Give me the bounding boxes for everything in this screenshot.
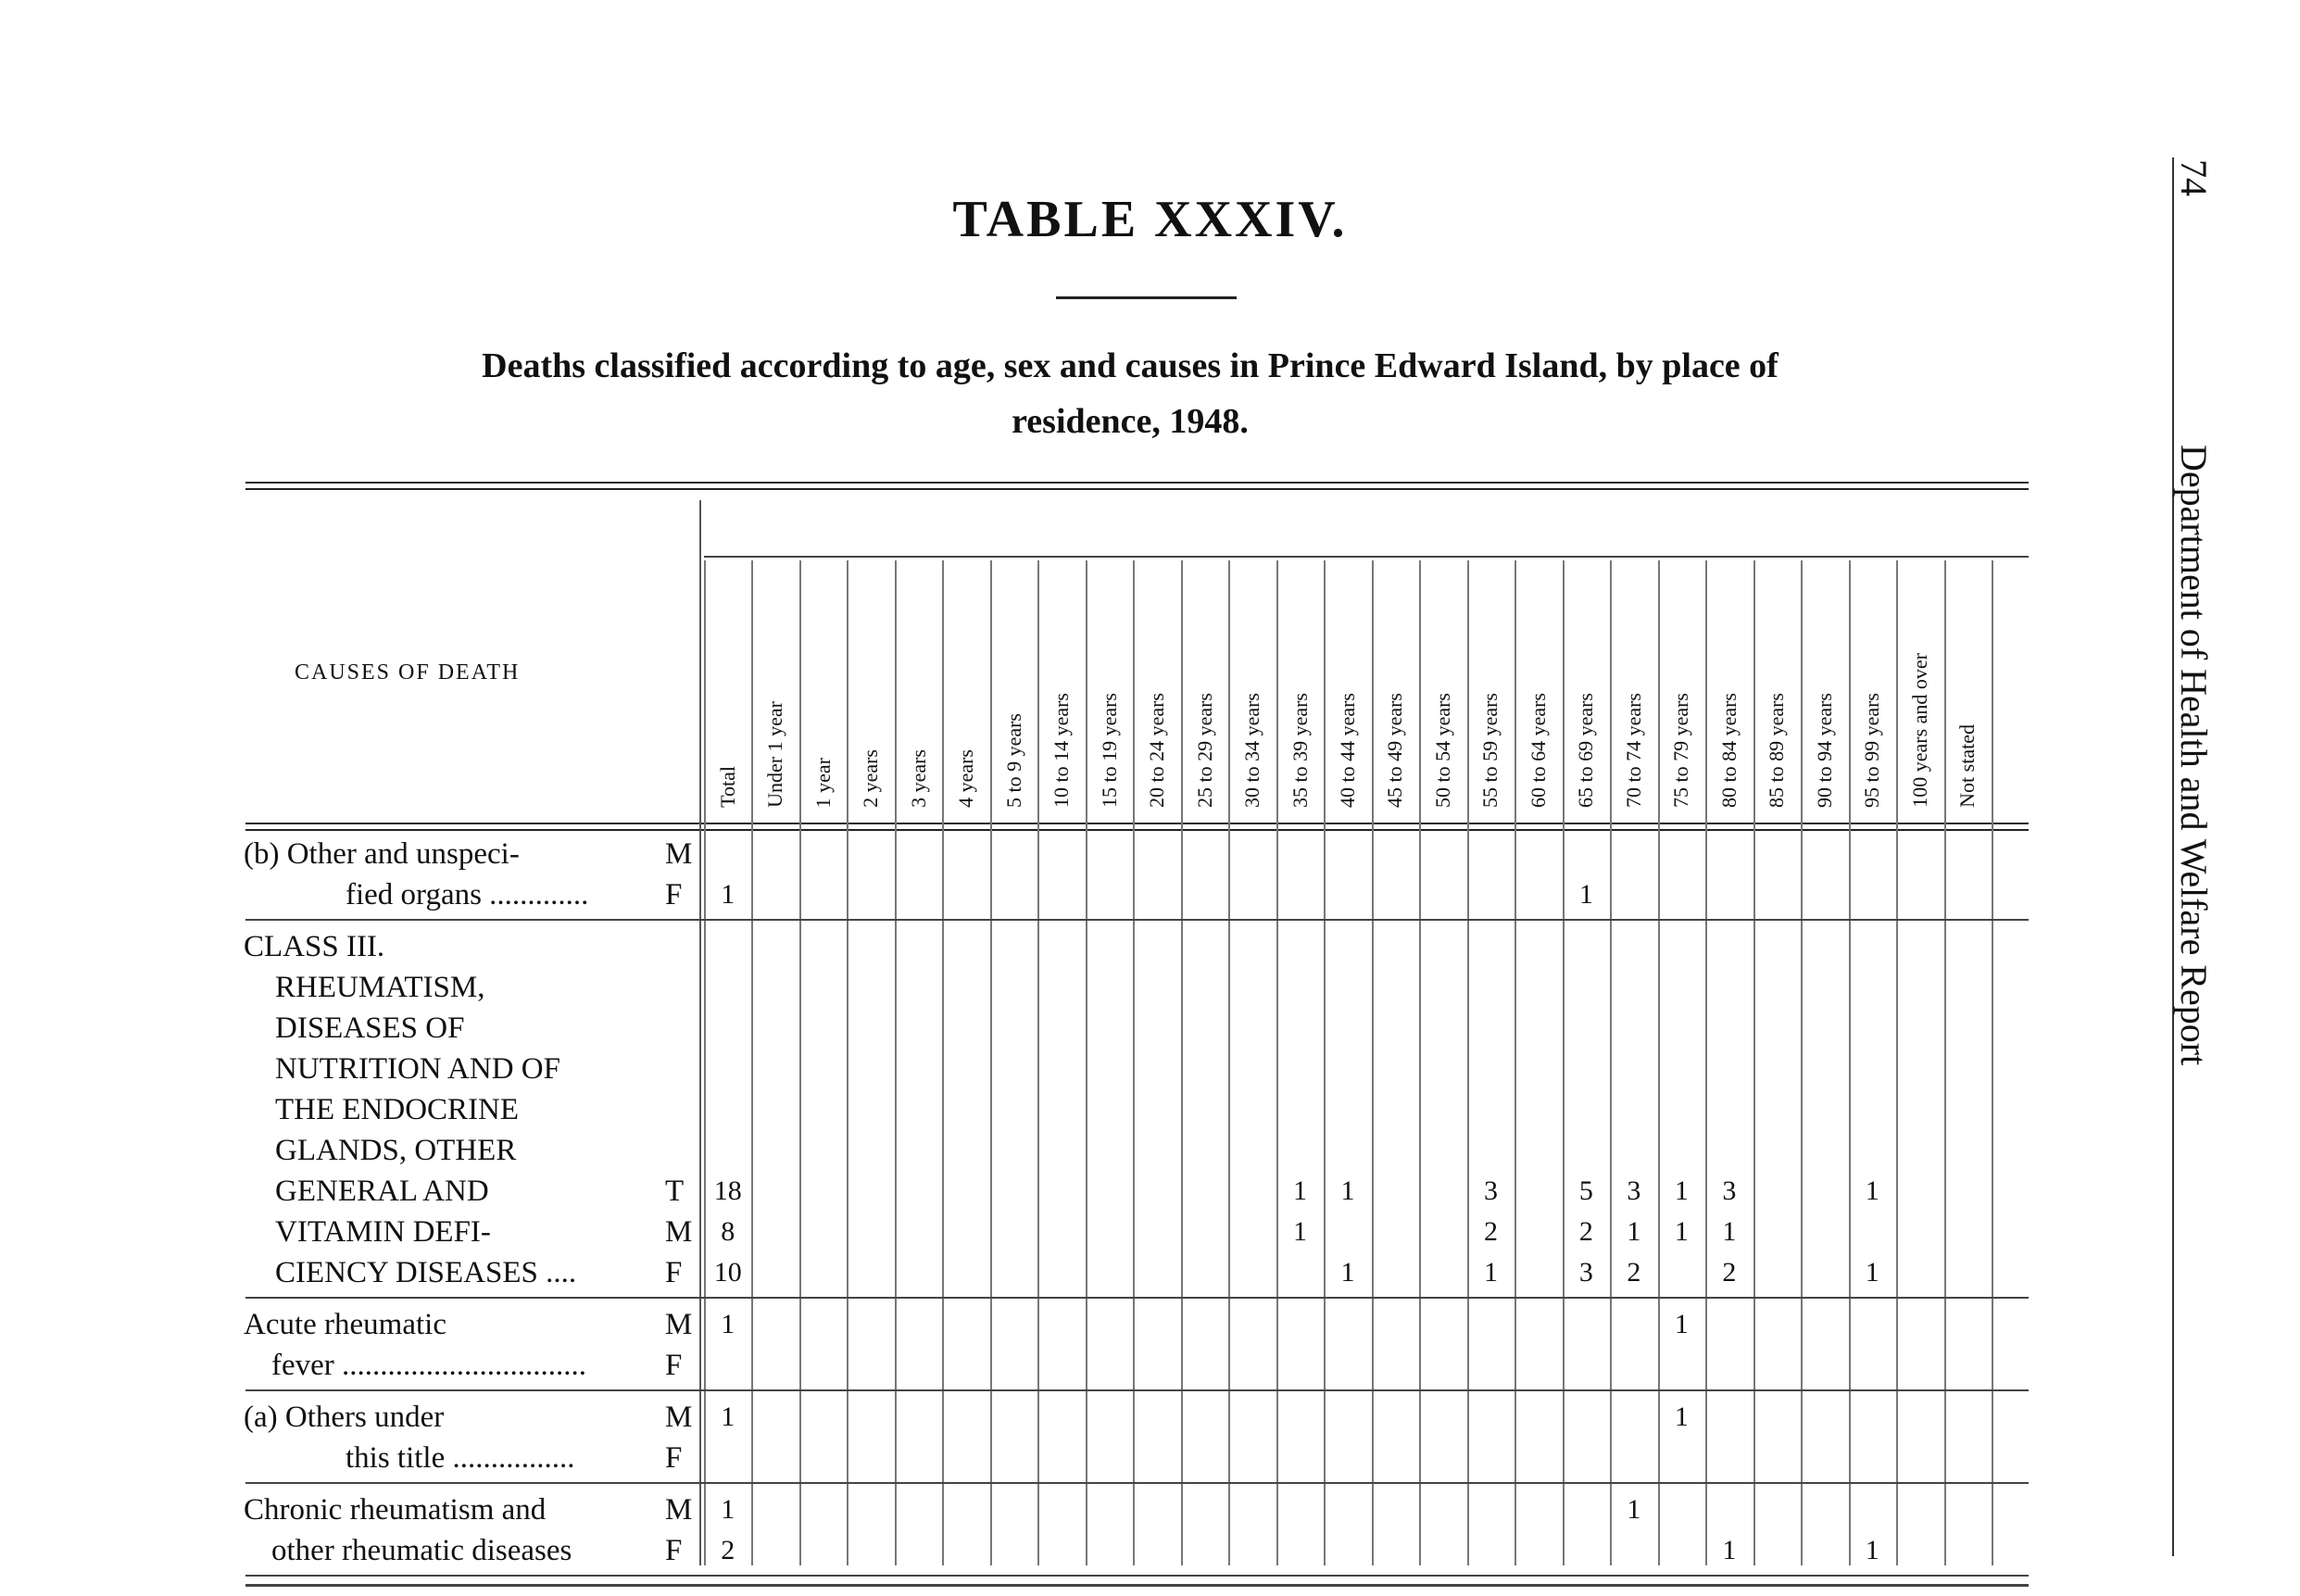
column-divider bbox=[1467, 560, 1469, 1565]
column-header: 70 to 74 years bbox=[1621, 692, 1645, 808]
column-header: 90 to 94 years bbox=[1812, 692, 1836, 808]
column-divider bbox=[1992, 560, 1993, 1565]
cause-column-divider bbox=[699, 500, 701, 1565]
column-divider bbox=[1563, 560, 1565, 1565]
table-cell: 3 bbox=[1722, 1175, 1737, 1206]
column-divider bbox=[1514, 560, 1516, 1565]
cause-label: GENERAL AND bbox=[275, 1175, 489, 1208]
running-header: Department of Health and Welfare Report bbox=[2173, 445, 2215, 1066]
table-cell: 1 bbox=[1578, 879, 1593, 910]
cause-label: THE ENDOCRINE bbox=[275, 1093, 520, 1126]
column-divider bbox=[1944, 560, 1946, 1565]
table-top-rule bbox=[245, 482, 2029, 490]
column-header: 45 to 49 years bbox=[1383, 692, 1407, 808]
group-separator bbox=[245, 1389, 2029, 1391]
column-divider bbox=[1610, 560, 1612, 1565]
table-cell: 3 bbox=[1483, 1175, 1498, 1206]
column-divider bbox=[1849, 560, 1851, 1565]
column-header: 40 to 44 years bbox=[1336, 692, 1359, 808]
column-header: 5 to 9 years bbox=[1001, 712, 1025, 808]
group-separator bbox=[245, 1297, 2029, 1299]
column-header: 60 to 64 years bbox=[1526, 692, 1550, 808]
column-divider bbox=[895, 560, 897, 1565]
column-divider bbox=[1705, 560, 1707, 1565]
table-cell: 1 bbox=[1674, 1216, 1689, 1247]
table-cell: 8 bbox=[721, 1216, 735, 1247]
column-divider bbox=[1228, 560, 1230, 1565]
sex-code: M bbox=[665, 1308, 693, 1341]
column-header: 2 years bbox=[859, 749, 883, 808]
table-cell: 1 bbox=[1293, 1175, 1308, 1206]
cause-label: other rheumatic diseases bbox=[271, 1534, 572, 1567]
column-divider bbox=[1324, 560, 1326, 1565]
table-title: TABLE XXXIV. bbox=[952, 191, 1348, 248]
sex-code: M bbox=[665, 837, 693, 871]
sex-code: T bbox=[665, 1175, 685, 1208]
column-divider bbox=[704, 560, 706, 1565]
sex-code: F bbox=[665, 1349, 683, 1382]
table-cell: 1 bbox=[1340, 1175, 1355, 1206]
column-divider bbox=[847, 560, 848, 1565]
column-divider bbox=[751, 560, 753, 1565]
group-separator bbox=[245, 1482, 2029, 1484]
table-cell: 1 bbox=[721, 1401, 735, 1432]
table-cell: 3 bbox=[1578, 1257, 1593, 1288]
column-divider bbox=[1658, 560, 1660, 1565]
column-header: 4 years bbox=[954, 749, 978, 808]
cause-label: CIENCY DISEASES .... bbox=[275, 1256, 577, 1289]
column-header: Not stated bbox=[1955, 724, 1980, 808]
subtitle-line-1: Deaths classified according to age, sex and causes in Prince Edward Island, by place of bbox=[482, 346, 1778, 385]
cause-label: fied organs ............. bbox=[346, 878, 589, 911]
column-header: 20 to 24 years bbox=[1145, 692, 1169, 808]
cause-label: (b) Other and unspeci- bbox=[244, 837, 520, 871]
group-separator bbox=[245, 1575, 2029, 1577]
column-divider bbox=[1801, 560, 1803, 1565]
column-divider bbox=[1372, 560, 1374, 1565]
table-cell: 1 bbox=[1674, 1175, 1689, 1206]
column-divider bbox=[799, 560, 801, 1565]
column-header: 30 to 34 years bbox=[1240, 692, 1264, 808]
column-header: 50 to 54 years bbox=[1430, 692, 1454, 808]
cause-label: Acute rheumatic bbox=[244, 1308, 446, 1341]
cause-label: RHEUMATISM, bbox=[275, 971, 485, 1004]
cause-label: Chronic rheumatism and bbox=[244, 1493, 547, 1527]
title-rule bbox=[1056, 296, 1237, 299]
column-header: 15 to 19 years bbox=[1097, 692, 1121, 808]
table-cell: 3 bbox=[1627, 1175, 1641, 1206]
sex-code: M bbox=[665, 1401, 693, 1434]
table-cell: 1 bbox=[1865, 1257, 1879, 1288]
column-header: 3 years bbox=[906, 749, 930, 808]
column-divider bbox=[1419, 560, 1421, 1565]
cause-label: VITAMIN DEFI- bbox=[275, 1215, 491, 1249]
column-header: 100 years and over bbox=[1907, 653, 1931, 808]
cause-label: fever ................................ bbox=[271, 1349, 587, 1382]
column-divider bbox=[1037, 560, 1039, 1565]
table-cell: 2 bbox=[1627, 1257, 1641, 1288]
column-header: 1 year bbox=[811, 757, 835, 808]
sex-code: M bbox=[665, 1493, 693, 1527]
table-cell: 2 bbox=[1722, 1257, 1737, 1288]
column-header: 85 to 89 years bbox=[1765, 692, 1789, 808]
column-divider bbox=[1086, 560, 1087, 1565]
cause-label: GLANDS, OTHER bbox=[275, 1134, 517, 1167]
table-cell: 1 bbox=[1340, 1257, 1355, 1288]
cause-label: (a) Others under bbox=[244, 1401, 445, 1434]
cause-label: NUTRITION AND OF bbox=[275, 1052, 560, 1086]
table-cell: 1 bbox=[1627, 1494, 1641, 1525]
table-cell: 1 bbox=[721, 1494, 735, 1525]
table-cell: 2 bbox=[1578, 1216, 1593, 1247]
column-divider bbox=[990, 560, 992, 1565]
column-header: 55 to 59 years bbox=[1478, 692, 1502, 808]
table-cell: 2 bbox=[1483, 1216, 1498, 1247]
group-separator bbox=[245, 919, 2029, 921]
table-cell: 1 bbox=[1674, 1401, 1689, 1432]
column-header: 10 to 14 years bbox=[1049, 692, 1074, 808]
column-header: 35 to 39 years bbox=[1288, 692, 1312, 808]
table-bottom-rule bbox=[245, 1584, 2029, 1587]
table-cell: 1 bbox=[1674, 1309, 1689, 1339]
table-cell: 1 bbox=[721, 879, 735, 910]
causes-header: CAUSES OF DEATH bbox=[295, 660, 521, 685]
page-number: 74 bbox=[2173, 159, 2215, 196]
sex-code: F bbox=[665, 1256, 683, 1289]
header-subrule bbox=[704, 556, 2029, 558]
header-bottom-rule bbox=[245, 823, 2029, 831]
column-divider bbox=[1181, 560, 1183, 1565]
column-divider bbox=[942, 560, 944, 1565]
table-cell: 1 bbox=[1722, 1535, 1737, 1565]
sex-code: F bbox=[665, 878, 683, 911]
table-cell: 18 bbox=[713, 1175, 742, 1206]
column-header: 95 to 99 years bbox=[1860, 692, 1884, 808]
table-cell: 1 bbox=[1865, 1535, 1879, 1565]
subtitle-line-2: residence, 1948. bbox=[1012, 402, 1249, 441]
table-subtitle bbox=[278, 338, 1982, 449]
column-divider bbox=[1133, 560, 1135, 1565]
cause-label: CLASS III. bbox=[244, 930, 385, 963]
sex-code: M bbox=[665, 1215, 693, 1249]
table-cell: 2 bbox=[721, 1535, 735, 1565]
cause-label: DISEASES OF bbox=[275, 1012, 465, 1045]
sex-code: F bbox=[665, 1441, 683, 1475]
table-cell: 1 bbox=[1293, 1216, 1308, 1247]
sex-code: F bbox=[665, 1534, 683, 1567]
column-header: 80 to 84 years bbox=[1716, 692, 1741, 808]
table-cell: 1 bbox=[1627, 1216, 1641, 1247]
column-header: Under 1 year bbox=[763, 701, 787, 808]
table-cell: 1 bbox=[721, 1309, 735, 1339]
table-cell: 5 bbox=[1578, 1175, 1593, 1206]
table-cell: 1 bbox=[1722, 1216, 1737, 1247]
column-divider bbox=[1753, 560, 1755, 1565]
column-header: Total bbox=[715, 766, 739, 808]
table-cell: 1 bbox=[1483, 1257, 1498, 1288]
column-header: 65 to 69 years bbox=[1574, 692, 1598, 808]
column-divider bbox=[1276, 560, 1278, 1565]
column-header: 75 to 79 years bbox=[1669, 692, 1693, 808]
table-cell: 10 bbox=[713, 1257, 742, 1288]
column-header: 25 to 29 years bbox=[1192, 692, 1216, 808]
cause-label: this title ................ bbox=[346, 1441, 575, 1475]
table-cell: 1 bbox=[1865, 1175, 1879, 1206]
column-divider bbox=[1896, 560, 1898, 1565]
